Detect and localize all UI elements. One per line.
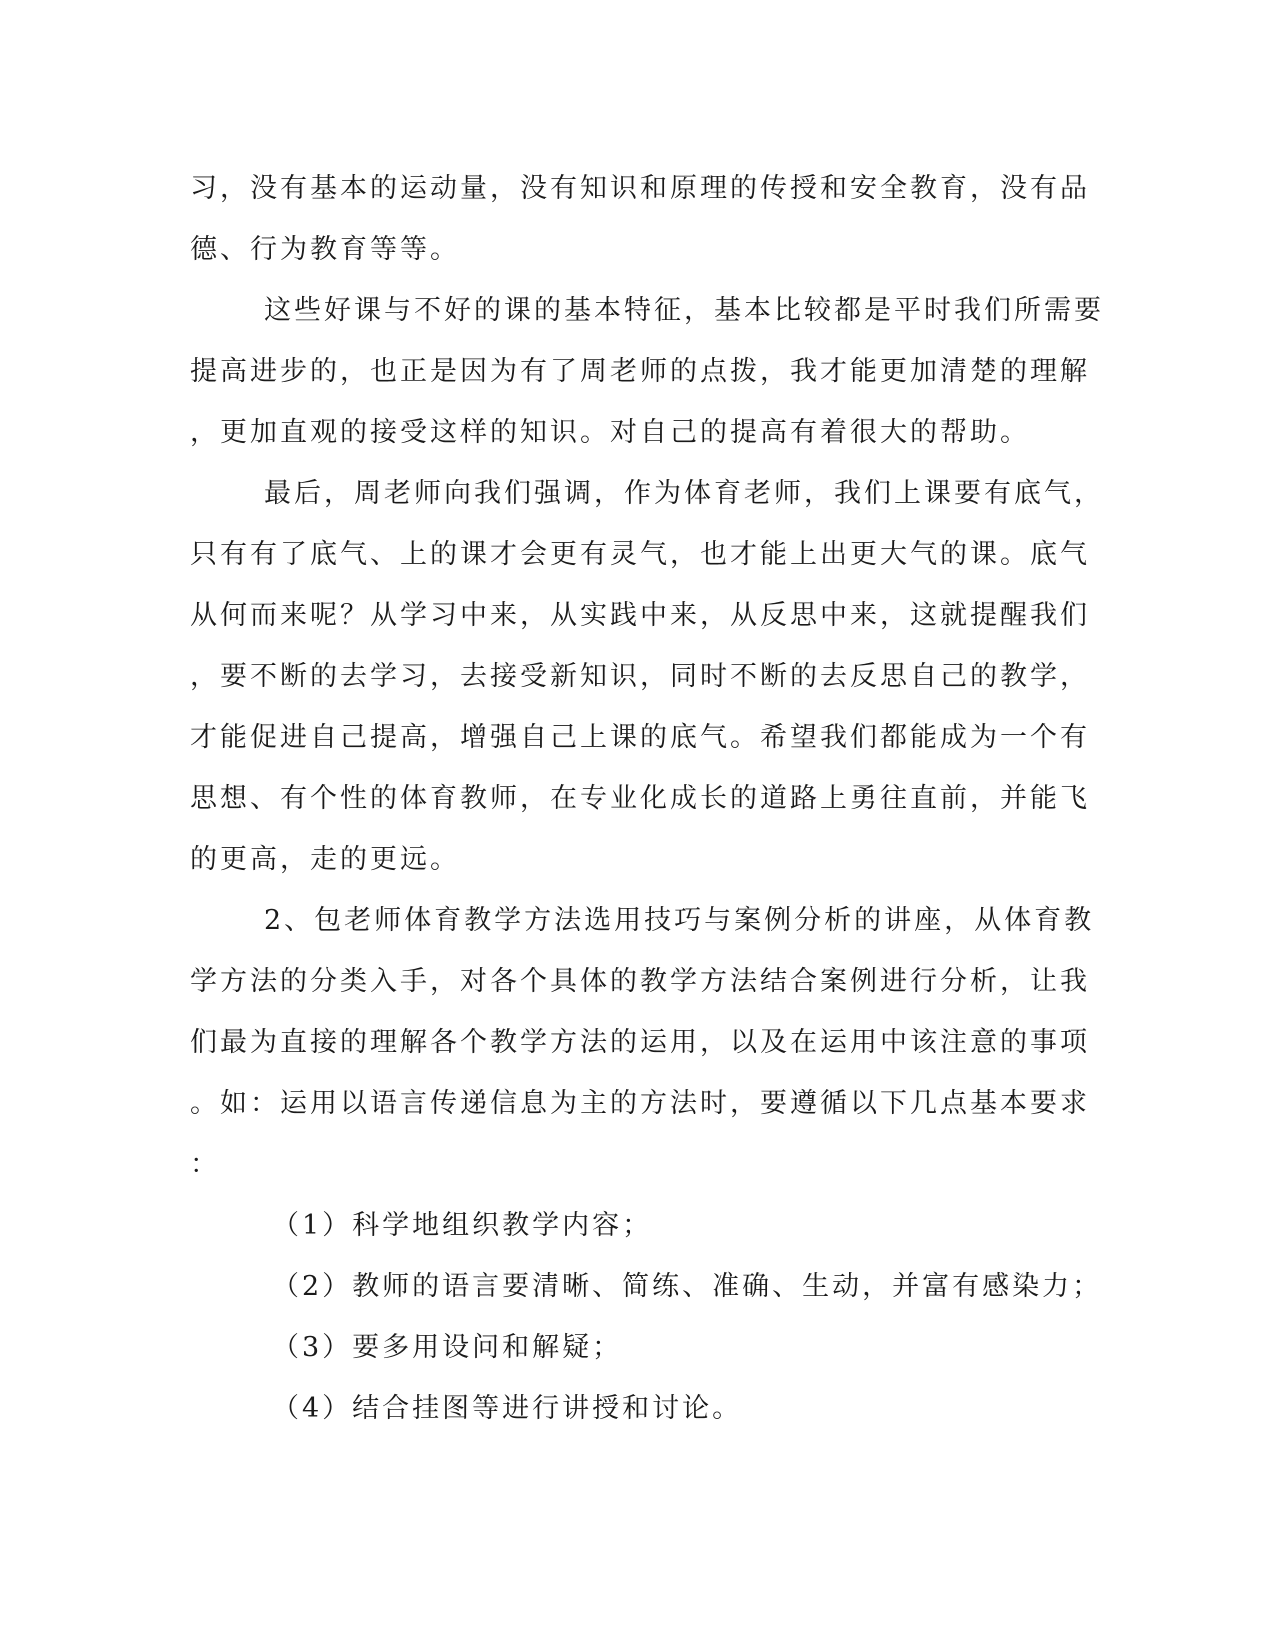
- text-line: 习，没有基本的运动量，没有知识和原理的传授和安全教育，没有品: [190, 173, 1090, 204]
- list-item: （1）科学地组织教学内容；: [272, 1210, 653, 1241]
- text-line: 只有有了底气、上的课才会更有灵气，也才能上出更大气的课。底气: [190, 539, 1090, 570]
- paragraph-start-line: 这些好课与不好的课的基本特征，基本比较都是平时我们所需要: [264, 295, 1104, 326]
- list-item: （4）结合挂图等进行讲授和讨论。: [272, 1393, 743, 1424]
- text-line: 从何而来呢？从学习中来，从实践中来，从反思中来，这就提醒我们: [190, 600, 1090, 631]
- text-line: 思想、有个性的体育教师，在专业化成长的道路上勇往直前，并能飞: [190, 783, 1090, 814]
- paragraph-start-line: 2、包老师体育教学方法选用技巧与案例分析的讲座，从体育教: [264, 905, 1095, 936]
- document-body: [190, 158, 1104, 1439]
- text-line: ，更加直观的接受这样的知识。对自己的提高有着很大的帮助。: [190, 417, 1030, 448]
- text-line: ，要不断的去学习，去接受新知识，同时不断的去反思自己的教学，: [190, 661, 1090, 692]
- text-line: 提高进步的，也正是因为有了周老师的点拨，我才能更加清楚的理解: [190, 356, 1090, 387]
- text-line: 。如：运用以语言传递信息为主的方法时，要遵循以下几点基本要求: [190, 1088, 1090, 1119]
- list-item: （2）教师的语言要清晰、简练、准确、生动，并富有感染力；: [272, 1271, 1103, 1302]
- list-item: （3）要多用设问和解疑；: [272, 1332, 623, 1363]
- text-line: 的更高，走的更远。: [190, 844, 460, 875]
- paragraph-start-line: 最后，周老师向我们强调，作为体育老师，我们上课要有底气，: [264, 478, 1104, 509]
- text-line: 德、行为教育等等。: [190, 234, 460, 265]
- text-line: 学方法的分类入手，对各个具体的教学方法结合案例进行分析，让我: [190, 966, 1090, 997]
- text-line: 才能促进自己提高，增强自己上课的底气。希望我们都能成为一个有: [190, 722, 1090, 753]
- text-line: 们最为直接的理解各个教学方法的运用，以及在运用中该注意的事项: [190, 1027, 1090, 1058]
- text-line: ：: [190, 1149, 220, 1180]
